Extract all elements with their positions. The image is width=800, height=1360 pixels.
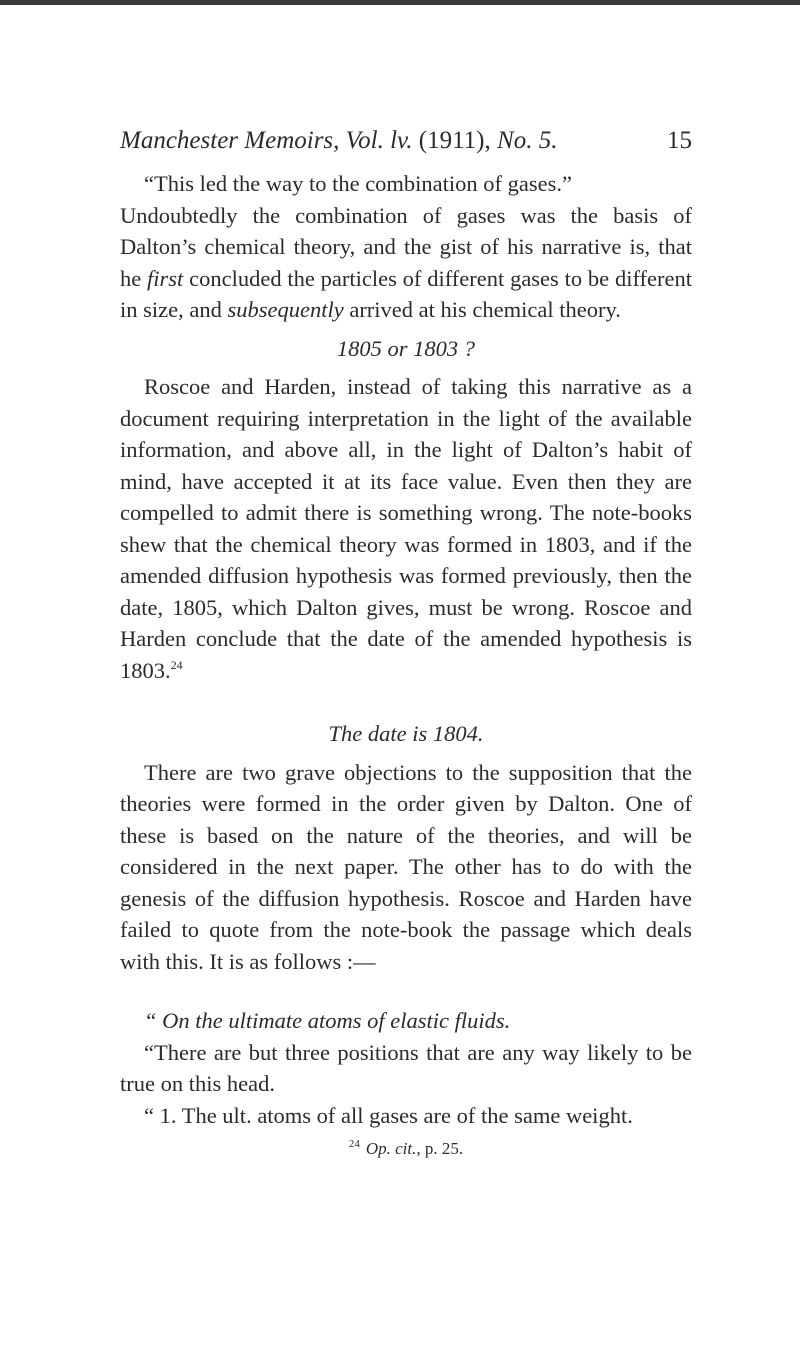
journal-title: Manchester Memoirs, Vol. lv. (120, 127, 413, 154)
journal-year: (1911), (418, 127, 491, 154)
paragraph-2: Undoubtedly the combination of gases was the basis of Dalton’s chemical theory, and the gist of his narrative is, that he first concluded the particles of different gases to be different in size, and subsequently arrived at his chemical theory. (120, 202, 692, 322)
paragraph-1: “This led the way to the combination of gases.” (144, 171, 573, 196)
footnote-page: p. 25. (420, 1139, 464, 1158)
page-number: 15 (667, 127, 692, 154)
emphasis-subsequently: subsequently (227, 297, 344, 322)
footnote (120, 1133, 692, 1160)
quote-paragraph-1: “There are but three positions that are any way likely to be true on this head. (120, 1039, 692, 1096)
section-heading-2: The date is 1804. (328, 721, 484, 746)
footnote-reference: 24 (170, 657, 183, 672)
running-title (120, 126, 557, 156)
footnote-citation: Op. cit., (365, 1139, 421, 1158)
quote-paragraph-2: “ 1. The ult. atoms of all gases are of the same weight. (144, 1102, 633, 1128)
body-text (120, 168, 692, 1160)
footnote-marker: 24 (348, 1138, 360, 1150)
running-header (120, 126, 692, 156)
quote-heading: “ On the ultimate atoms of elastic fluids. (144, 1008, 511, 1033)
scan-top-edge (0, 0, 800, 5)
paragraph-3: Roscoe and Harden, instead of taking this narrative as a document requiring interpretation in the light of the available information, and above all, in the light of Dalton’s habit of mind, have accepted it at its face value. Even then they are compelled to admit there is something wrong. The note-books shew that the chemical theory was formed in 1803, and if the amended diffusion hypothesis was formed previously, then the date, 1805, which Dalton gives, must be wrong. Roscoe and Harden conclude that the date of the amended hypothesis is 1803.24 (120, 374, 692, 683)
paragraph-4: There are two grave objections to the supposition that the theories were formed in the order given by Dalton. One of these is based on the nature of the theories, and will be considered in the next paper. The other has to do with the genesis of the diffusion hypothesis. Roscoe and Harden have failed to quote from the note-book the passage which deals with this. It is as follows :— (120, 759, 692, 974)
emphasis-first: first (147, 265, 184, 291)
journal-number: No. 5. (497, 127, 558, 154)
section-heading-1: 1805 or 1803 ? (336, 335, 476, 361)
